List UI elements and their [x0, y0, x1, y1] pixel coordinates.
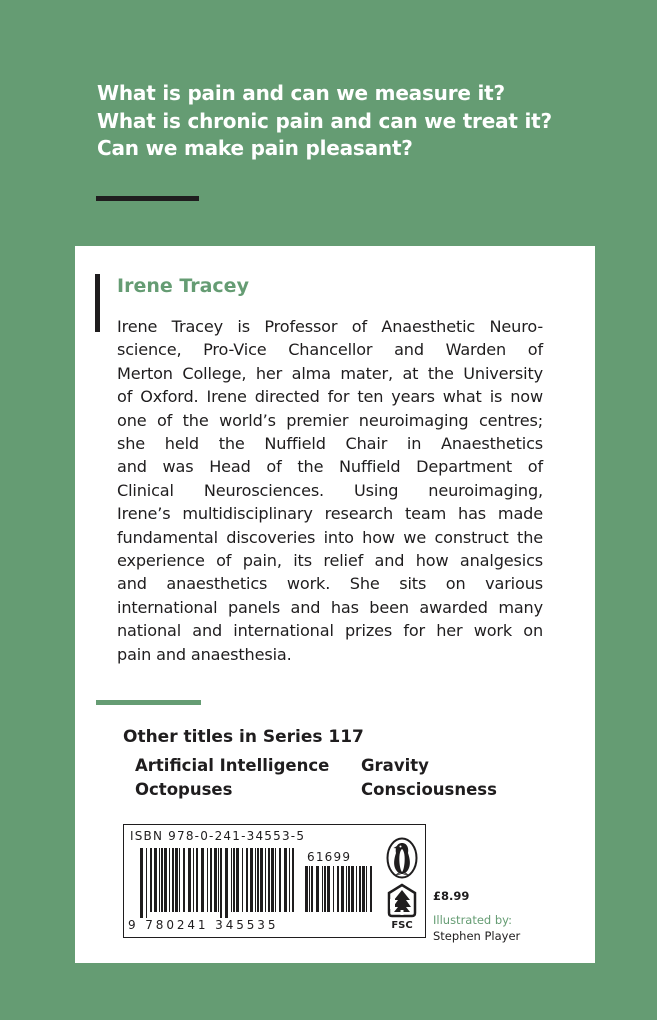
bio-line: Irene’s multidisciplinary research team has made	[117, 504, 543, 524]
bio-line: pain and anaesthesia.	[117, 644, 292, 664]
fsc-tree-icon	[384, 883, 420, 931]
fsc-label: FSC	[391, 920, 413, 931]
question-line: What is chronic pain and can we treat it?	[97, 108, 552, 133]
series-title-item: Gravity	[361, 756, 429, 775]
series-title-item: Artificial Intelligence	[135, 756, 330, 775]
bio-line: and anaesthetics work. She sits on various	[117, 574, 543, 594]
series-title-item: Octopuses	[135, 780, 233, 799]
author-accent-bar	[95, 274, 100, 332]
barcode-box	[123, 824, 426, 938]
bio-line: and was Head of the Nuffield Department of	[117, 457, 543, 477]
bio-line: Irene Tracey is Professor of Anaesthetic Neuro-	[117, 317, 543, 336]
bio-line: international panels and has been awarded many	[117, 597, 543, 617]
price: £8.99	[433, 889, 470, 903]
bio-line: science, Pro-Vice Chancellor and Warden of	[117, 340, 543, 360]
divider-rule	[96, 700, 201, 705]
barcode-addon-number: 61699	[307, 850, 352, 864]
author-name: Irene Tracey	[117, 275, 249, 297]
bio-line: experience of pain, its relief and how analgesics	[117, 551, 543, 571]
question-line: Can we make pain pleasant?	[97, 136, 413, 160]
barcode-icon	[140, 848, 297, 918]
bio-line: of Oxford. Irene directed for ten years what is now	[117, 387, 543, 407]
series-heading: Other titles in Series 117	[123, 727, 364, 747]
bio-line: Clinical Neurosciences. Using neuroimaging,	[117, 480, 543, 500]
isbn-text: ISBN 978-0-241-34553-5	[130, 829, 306, 843]
series-titles	[135, 756, 535, 800]
bio-line: Merton College, her alma mater, at the University	[117, 363, 543, 383]
illustrator-label: Illustrated by:	[433, 913, 513, 927]
penguin-logo-icon	[386, 837, 418, 879]
back-cover-questions	[97, 80, 552, 163]
bio-line: national and international prizes for her work on	[117, 621, 543, 641]
bio-line: fundamental discoveries into how we construct the	[117, 527, 543, 547]
question-line: What is pain and can we measure it?	[97, 81, 505, 105]
illustrator-name: Stephen Player	[433, 929, 521, 943]
ean-number: 9 780241 345535	[128, 918, 279, 932]
divider-rule	[96, 196, 199, 201]
bio-line: she held the Nuffield Chair in Anaesthetics	[117, 434, 543, 454]
bio-line: one of the world’s premier neuroimaging centres;	[117, 410, 543, 430]
author-bio	[117, 315, 543, 666]
series-title-item: Consciousness	[361, 780, 497, 799]
info-panel	[75, 246, 595, 963]
barcode-addon-icon	[305, 866, 373, 918]
